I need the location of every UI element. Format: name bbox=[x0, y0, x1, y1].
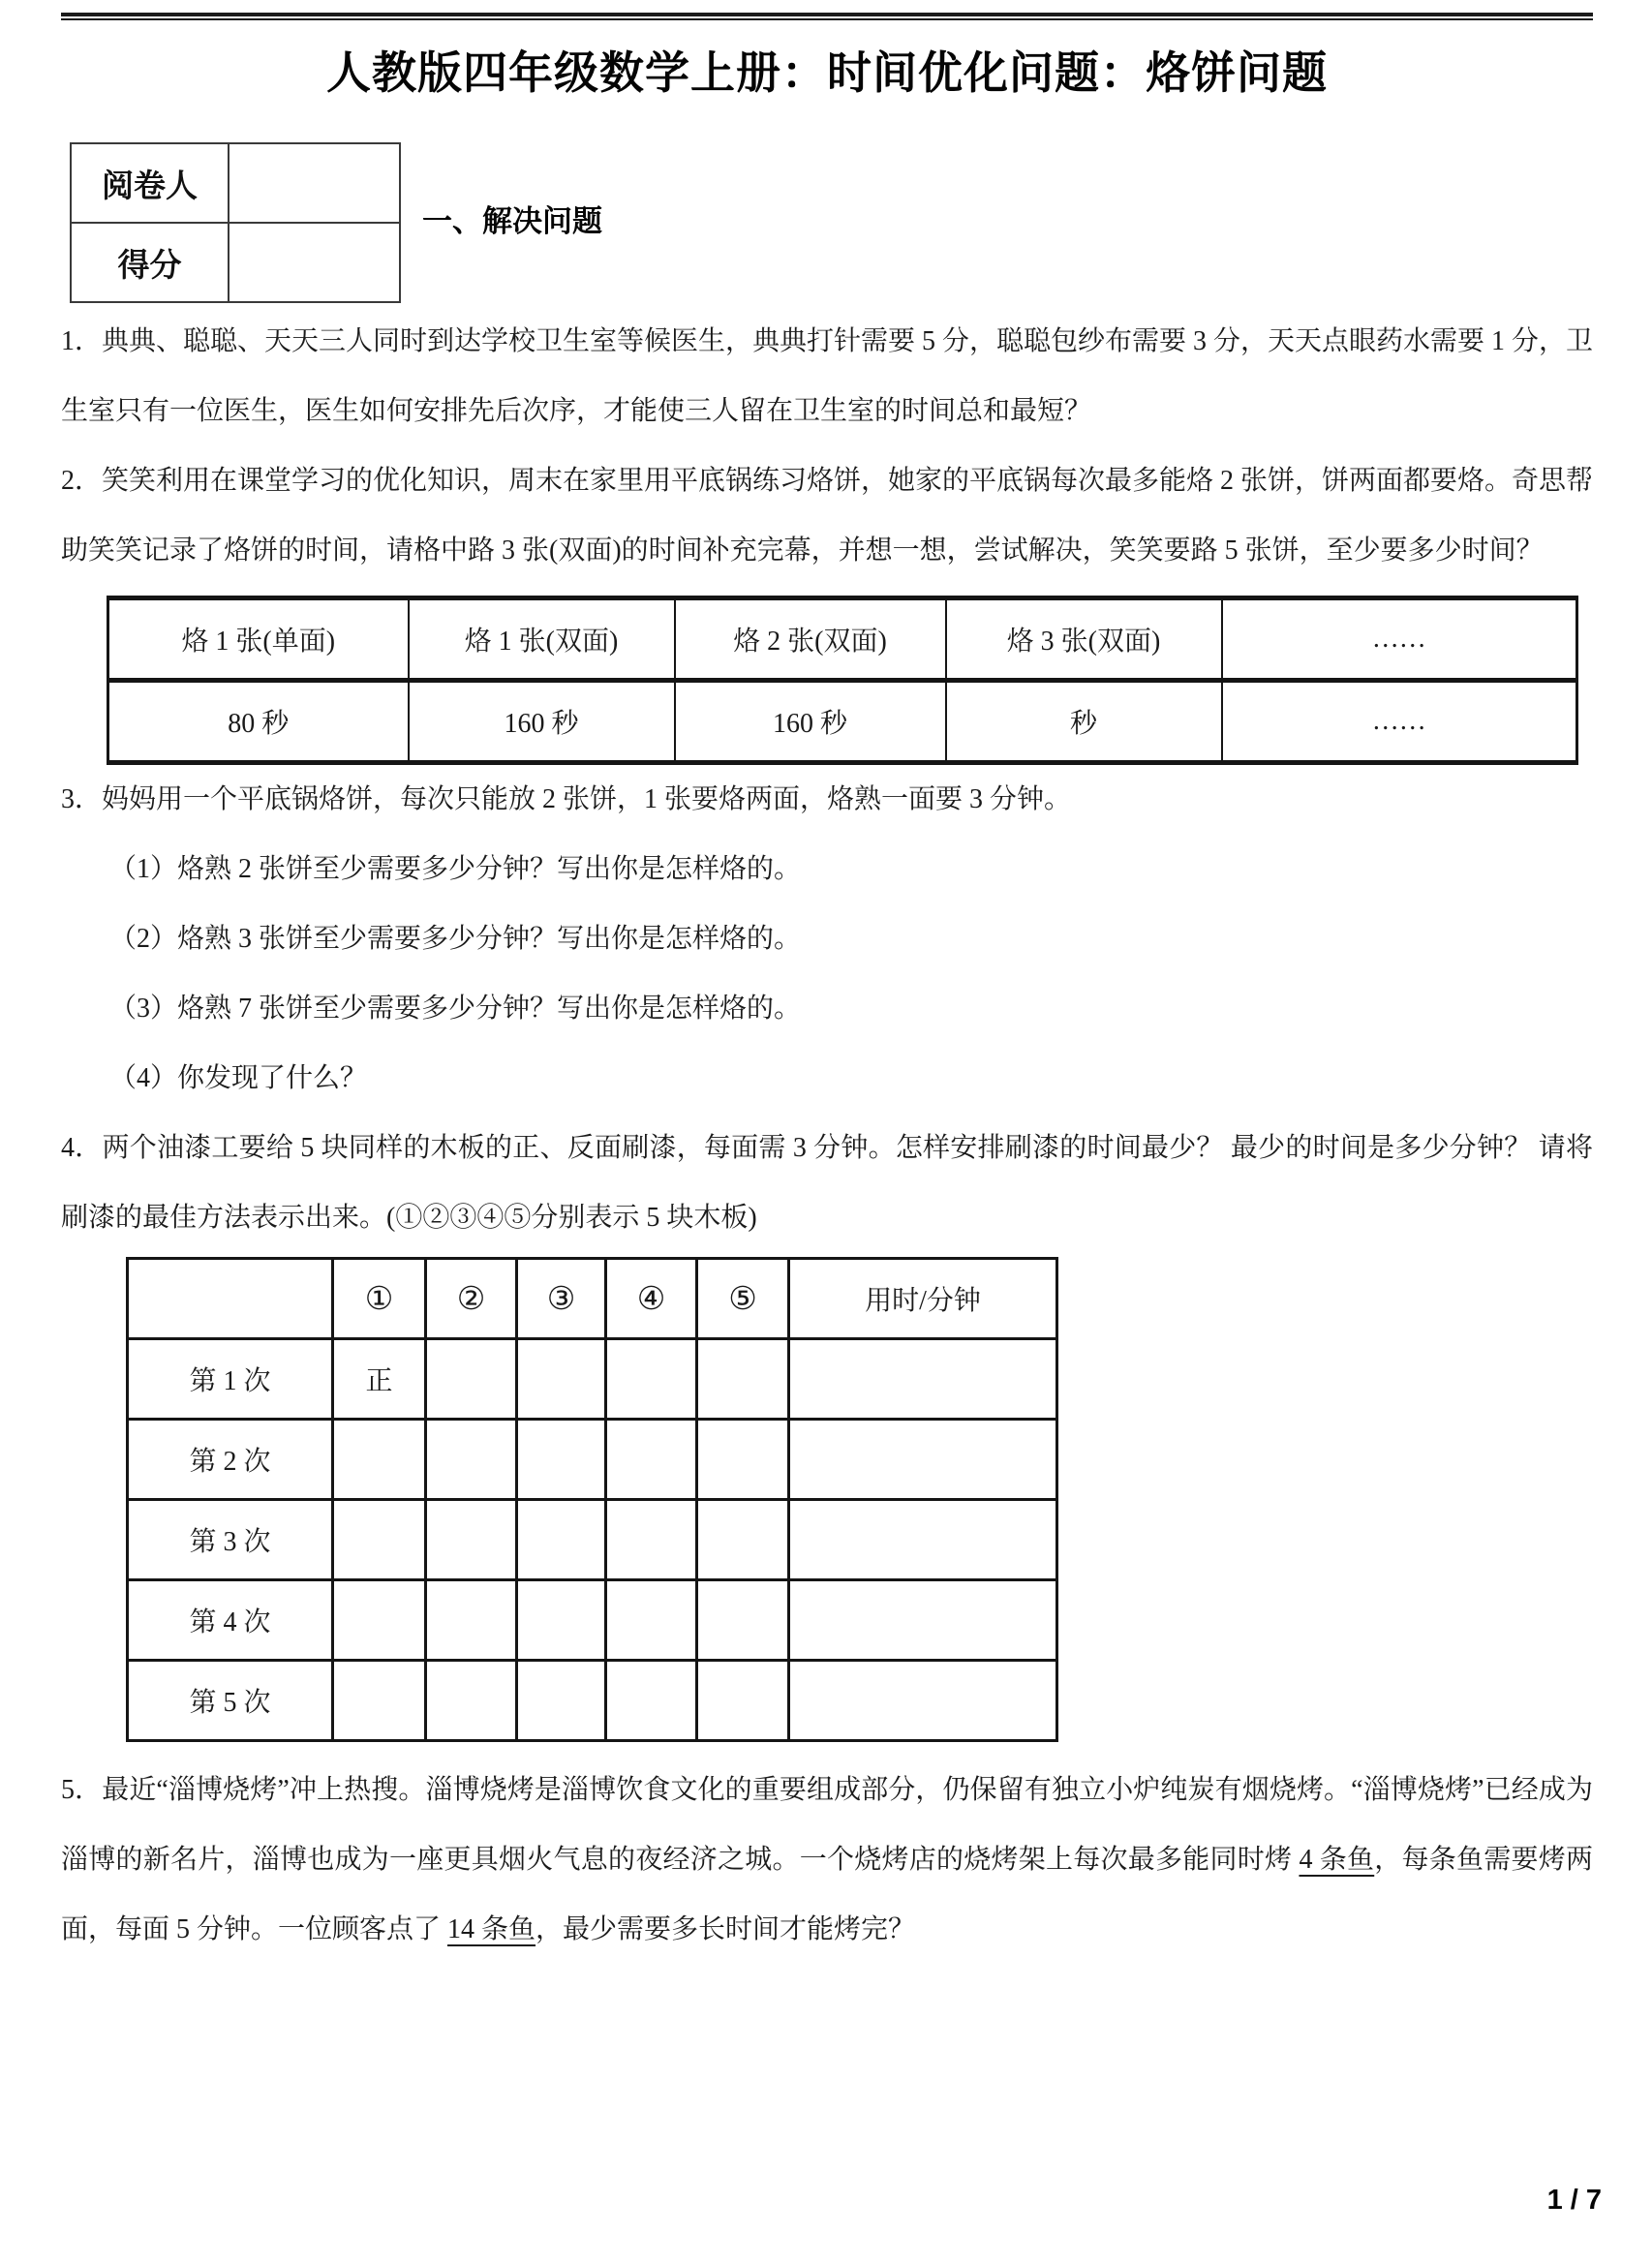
paint-table-row-4 bbox=[128, 1580, 1057, 1661]
score-row bbox=[71, 223, 400, 302]
row-label: 第 2 次 bbox=[128, 1420, 333, 1500]
question-3-sub-2: （2）烙熟 3 张饼至少需要多少分钟？写出你是怎样烙的。 bbox=[109, 924, 802, 954]
pancake-header-cell: 烙 3 张(双面) bbox=[946, 598, 1222, 681]
row-label: 第 1 次 bbox=[128, 1339, 333, 1420]
paint-table-row-3 bbox=[128, 1500, 1057, 1580]
pancake-value-cell: …… bbox=[1222, 681, 1577, 763]
paint-cell bbox=[426, 1420, 517, 1500]
paint-table-header-row bbox=[128, 1259, 1057, 1339]
time-header: 用时/分钟 bbox=[789, 1259, 1057, 1339]
paint-cell: 正 bbox=[333, 1339, 426, 1420]
score-value-cell bbox=[229, 223, 400, 302]
paint-cell bbox=[789, 1500, 1057, 1580]
paint-cell bbox=[789, 1339, 1057, 1420]
paint-cell bbox=[333, 1661, 426, 1741]
paint-cell bbox=[426, 1661, 517, 1741]
paint-cell bbox=[333, 1420, 426, 1500]
question-4-text: 4．两个油漆工要给 5 块同样的木板的正、反面刷漆，每面需 3 分钟。怎样安排刷漆的时间最少？ 最少的时间是多少分钟？ 请将刷漆的最佳方法表示出来。(①②③④⑤分别表示 5 块木板) bbox=[61, 1133, 1593, 1233]
paint-cell bbox=[333, 1580, 426, 1661]
grader-label: 阅卷人 bbox=[71, 143, 229, 223]
page-title: 人教版四年级数学上册：时间优化问题：烙饼问题 bbox=[326, 47, 1328, 98]
paint-cell bbox=[606, 1580, 697, 1661]
paint-table-row-5 bbox=[128, 1661, 1057, 1741]
question-3-sub-3: （3）烙熟 7 张饼至少需要多少分钟？写出你是怎样烙的。 bbox=[109, 994, 802, 1024]
paint-cell bbox=[606, 1500, 697, 1580]
q5-segment: ，每条鱼需要烤两面，每面 5 分钟。一位顾客点了 bbox=[61, 1845, 1593, 1944]
paint-header-empty-cell bbox=[128, 1259, 333, 1339]
paint-table-row-2 bbox=[128, 1420, 1057, 1500]
paint-cell bbox=[606, 1420, 697, 1500]
paint-cell bbox=[517, 1420, 606, 1500]
grader-row bbox=[71, 143, 400, 223]
paint-cell bbox=[789, 1661, 1057, 1741]
header-row bbox=[61, 142, 1593, 307]
paint-cell bbox=[697, 1580, 789, 1661]
pancake-header-cell: 烙 1 张(双面) bbox=[409, 598, 675, 681]
header-rule bbox=[61, 13, 1593, 20]
board-4-header: ④ bbox=[606, 1259, 697, 1339]
paint-table-row-1 bbox=[128, 1339, 1057, 1420]
paint-cell bbox=[517, 1580, 606, 1661]
score-label: 得分 bbox=[71, 223, 229, 302]
paint-cell bbox=[426, 1580, 517, 1661]
paint-cell bbox=[517, 1339, 606, 1420]
paint-schedule-table bbox=[126, 1257, 1058, 1742]
paint-cell bbox=[426, 1339, 517, 1420]
q5-underlined-14-fish: 14 条鱼 bbox=[447, 1914, 536, 1944]
question-1-text: 1．典典、聪聪、天天三人同时到达学校卫生室等候医生，典典打针需要 5 分，聪聪包纱布需要 3 分，天天点眼药水需要 1 分，卫生室只有一位医生，医生如何安排先后次序，才能使三人留在卫生室的时间总和最短？ bbox=[61, 326, 1594, 426]
paint-cell bbox=[697, 1500, 789, 1580]
section-heading: 一、解决问题 bbox=[422, 204, 602, 238]
pancake-value-cell: 160 秒 bbox=[675, 681, 946, 763]
page-number: 1 / 7 bbox=[1546, 2185, 1602, 2216]
pancake-value-cell: 160 秒 bbox=[409, 681, 675, 763]
paint-cell bbox=[789, 1580, 1057, 1661]
q5-segment: ，最少需要多长时间才能烤完？ bbox=[535, 1914, 916, 1944]
board-2-header: ② bbox=[426, 1259, 517, 1339]
paint-cell bbox=[517, 1500, 606, 1580]
pancake-header-cell: 烙 2 张(双面) bbox=[675, 598, 946, 681]
q5-underlined-4-fish: 4 条鱼 bbox=[1299, 1845, 1375, 1875]
question-3-text: 3．妈妈用一个平底锅烙饼，每次只能放 2 张饼，1 张要烙两面，烙熟一面要 3 分钟。 bbox=[61, 784, 1072, 814]
question-3-sub-1: （1）烙熟 2 张饼至少需要多少分钟？写出你是怎样烙的。 bbox=[109, 854, 802, 884]
paint-cell bbox=[426, 1500, 517, 1580]
pancake-value-cell: 秒 bbox=[946, 681, 1222, 763]
board-3-header: ③ bbox=[517, 1259, 606, 1339]
row-label: 第 3 次 bbox=[128, 1500, 333, 1580]
row-label: 第 4 次 bbox=[128, 1580, 333, 1661]
pancake-header-cell: …… bbox=[1222, 598, 1577, 681]
paint-cell bbox=[697, 1420, 789, 1500]
board-1-header: ① bbox=[333, 1259, 426, 1339]
question-2-text: 2．笑笑利用在课堂学习的优化知识，周末在家里用平底锅练习烙饼，她家的平底锅每次最多能烙 2 张饼，饼两面都要烙。奇思帮助笑笑记录了烙饼的时间，请格中路 3 张(双面)的时间补充完幕，并想一想，尝试解决，笑笑要路 5 张饼，至少要多少时间？ bbox=[61, 466, 1594, 566]
paint-cell bbox=[789, 1420, 1057, 1500]
board-5-header: ⑤ bbox=[697, 1259, 789, 1339]
grader-value-cell bbox=[229, 143, 400, 223]
question-3-sub-4: （4）你发现了什么？ bbox=[109, 1063, 368, 1093]
question-5-text bbox=[61, 1756, 1593, 1965]
pancake-header-cell: 烙 1 张(单面) bbox=[108, 598, 409, 681]
paint-cell bbox=[606, 1661, 697, 1741]
q5-segment: 5．最近“淄博烧烤”冲上热搜。淄博烧烤是淄博饮食文化的重要组成部分，仍保留有独立小炉纯炭有烟烧烤。“淄博烧烤”已经成为淄博的新名片，淄博也成为一座更具烟火气息的夜经济之城。一个烧烤店的烧烤架上每次最多能同时烤 bbox=[61, 1775, 1593, 1875]
grader-score-table bbox=[70, 142, 401, 303]
pancake-table-value-row bbox=[108, 681, 1577, 763]
pancake-value-cell: 80 秒 bbox=[108, 681, 409, 763]
paint-cell bbox=[697, 1661, 789, 1741]
paint-cell bbox=[517, 1661, 606, 1741]
row-label: 第 5 次 bbox=[128, 1661, 333, 1741]
paint-cell bbox=[697, 1339, 789, 1420]
paint-cell bbox=[606, 1339, 697, 1420]
pancake-table-header-row bbox=[108, 598, 1577, 681]
pancake-time-table bbox=[107, 596, 1578, 765]
paint-cell bbox=[333, 1500, 426, 1580]
